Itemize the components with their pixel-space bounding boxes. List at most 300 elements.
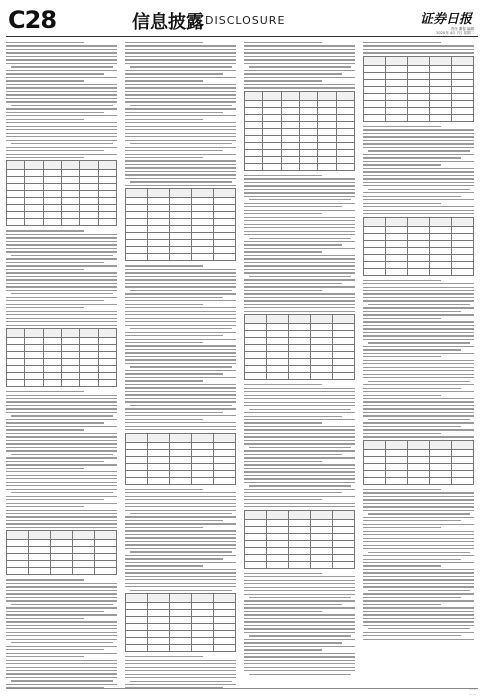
- table-cell: [148, 449, 170, 456]
- text-line: [6, 513, 117, 514]
- text-line: [11, 143, 113, 144]
- text-line: [249, 674, 351, 675]
- table-cell: [51, 540, 73, 547]
- table-cell: [430, 100, 452, 107]
- text-line: [125, 356, 236, 357]
- table-cell: [29, 547, 51, 554]
- text-line: [6, 405, 117, 406]
- table-row: [126, 240, 236, 247]
- text-line: [125, 150, 223, 151]
- text-line: [244, 178, 355, 179]
- table-cell: [386, 240, 408, 247]
- text-line: [363, 541, 474, 542]
- text-line: [11, 642, 113, 643]
- text-line: [244, 464, 355, 465]
- text-line: [11, 293, 113, 294]
- table-row: [7, 177, 117, 184]
- text-line: [125, 544, 236, 545]
- table-cell: [192, 603, 214, 610]
- table-cell: [299, 91, 317, 100]
- text-line: [125, 167, 236, 168]
- table-cell: [192, 470, 214, 477]
- table-cell: [386, 100, 408, 107]
- table-cell: [192, 442, 214, 449]
- table-cell: [408, 233, 430, 240]
- table-cell: [452, 79, 474, 86]
- table-cell: [452, 56, 474, 65]
- text-line: [125, 129, 236, 130]
- table-cell: [98, 170, 116, 177]
- table-cell: [7, 198, 25, 205]
- table-cell: [214, 212, 236, 219]
- table-cell: [98, 212, 116, 219]
- text-line: [244, 241, 355, 242]
- text-line: [125, 569, 236, 570]
- text-line: [244, 656, 355, 657]
- text-line: [244, 618, 355, 619]
- table-cell: [214, 624, 236, 631]
- text-line: [125, 279, 236, 280]
- table-cell: [7, 170, 25, 177]
- text-line: [130, 681, 232, 682]
- table-cell: [51, 561, 73, 568]
- text-line: [363, 429, 474, 430]
- text-line: [363, 415, 474, 416]
- table-cell: [126, 442, 148, 449]
- table-cell: [263, 100, 281, 107]
- table-cell: [430, 240, 452, 247]
- text-line: [363, 349, 461, 350]
- table-cell: [452, 477, 474, 484]
- text-line: [6, 429, 84, 430]
- text-line: [244, 286, 355, 287]
- table-cell: [7, 366, 25, 373]
- text-line: [125, 101, 236, 102]
- table-cell: [318, 142, 336, 149]
- table-row: [126, 212, 236, 219]
- table-row: [126, 254, 236, 261]
- text-line: [244, 182, 355, 183]
- table-cell: [430, 254, 452, 261]
- text-line: [363, 607, 474, 608]
- text-line: [11, 604, 113, 605]
- table-row: [364, 93, 474, 100]
- table-cell: [452, 217, 474, 226]
- table-cell: [311, 373, 333, 380]
- table-cell: [333, 547, 355, 554]
- table-cell: [7, 219, 25, 226]
- table-cell: [25, 380, 43, 387]
- table-cell: [25, 198, 43, 205]
- text-line: [6, 49, 117, 50]
- text-line: [244, 632, 355, 633]
- table-cell: [80, 366, 98, 373]
- text-line: [6, 234, 117, 235]
- table-row: [7, 373, 117, 380]
- text-line: [125, 185, 236, 186]
- text-line: [6, 311, 117, 312]
- text-line: [363, 388, 461, 389]
- table-cell: [386, 463, 408, 470]
- table-cell: [80, 219, 98, 226]
- text-line: [363, 565, 441, 566]
- text-line: [363, 583, 474, 584]
- table-cell: [311, 547, 333, 554]
- table-cell: [430, 107, 452, 114]
- table-cell: [29, 540, 51, 547]
- text-line: [130, 66, 232, 67]
- table-row: [245, 526, 355, 533]
- text-line: [6, 80, 84, 81]
- table-row: [245, 533, 355, 540]
- table-cell: [336, 128, 354, 135]
- text-line: [244, 255, 355, 256]
- text-line: [125, 523, 236, 524]
- table-cell: [170, 477, 192, 484]
- table-cell: [170, 631, 192, 638]
- table-cell: [364, 477, 386, 484]
- table-cell: [214, 240, 236, 247]
- text-line: [363, 314, 474, 315]
- table-cell: [452, 65, 474, 72]
- table-cell: [148, 594, 170, 603]
- table-cell: [452, 86, 474, 93]
- table-row: [364, 226, 474, 233]
- article-body: [6, 42, 478, 694]
- data-table: [244, 314, 355, 380]
- table-cell: [311, 540, 333, 547]
- table-cell: [311, 345, 333, 352]
- text-line: [6, 660, 117, 661]
- table-cell: [7, 373, 25, 380]
- text-line: [244, 625, 355, 626]
- table-cell: [364, 240, 386, 247]
- table-row: [126, 433, 236, 442]
- table-cell: [430, 93, 452, 100]
- table-cell: [170, 233, 192, 240]
- text-line: [363, 517, 474, 518]
- table-cell: [73, 540, 95, 547]
- text-line: [130, 181, 232, 182]
- text-line: [363, 363, 474, 364]
- text-line: [6, 262, 104, 263]
- text-line: [6, 593, 117, 594]
- table-cell: [333, 510, 355, 519]
- table-cell: [245, 156, 263, 163]
- text-line: [363, 524, 474, 525]
- table-row: [245, 128, 355, 135]
- page-header: [0, 0, 484, 40]
- text-line: [363, 412, 474, 413]
- text-line: [363, 182, 474, 183]
- text-line: [125, 412, 223, 413]
- text-line: [368, 513, 470, 514]
- table-cell: [25, 366, 43, 373]
- table-row: [126, 226, 236, 233]
- text-line: [363, 391, 474, 392]
- table-cell: [245, 373, 267, 380]
- text-line: [125, 140, 236, 141]
- text-line: [125, 157, 203, 158]
- text-line: [6, 115, 117, 116]
- table-cell: [214, 470, 236, 477]
- text-line: [6, 251, 117, 252]
- text-line: [125, 380, 203, 381]
- table-cell: [98, 373, 116, 380]
- table-cell: [148, 624, 170, 631]
- text-line: [6, 614, 117, 615]
- table-cell: [61, 359, 79, 366]
- table-cell: [336, 163, 354, 170]
- table-cell: [430, 65, 452, 72]
- text-line: [6, 133, 117, 134]
- text-line: [363, 405, 474, 406]
- table-cell: [80, 329, 98, 338]
- table-cell: [333, 331, 355, 338]
- table-cell: [289, 373, 311, 380]
- table-cell: [452, 470, 474, 477]
- text-line: [363, 210, 474, 211]
- table-cell: [148, 205, 170, 212]
- text-line: [125, 91, 236, 92]
- table-cell: [408, 72, 430, 79]
- table-cell: [318, 100, 336, 107]
- text-line: [125, 45, 236, 46]
- table-cell: [408, 449, 430, 456]
- text-line: [6, 283, 117, 284]
- table-cell: [148, 477, 170, 484]
- text-line: [6, 265, 117, 266]
- table-row: [7, 531, 117, 540]
- text-line: [244, 258, 355, 259]
- text-line: [125, 311, 236, 312]
- text-line: [363, 639, 474, 640]
- table-cell: [311, 359, 333, 366]
- table-cell: [386, 72, 408, 79]
- table-cell: [245, 114, 263, 121]
- table-cell: [214, 631, 236, 638]
- text-line: [6, 475, 117, 476]
- table-cell: [98, 219, 116, 226]
- text-line: [130, 290, 232, 291]
- text-line: [6, 440, 117, 441]
- text-line: [130, 590, 232, 591]
- text-line: [125, 56, 236, 57]
- text-line: [363, 632, 474, 633]
- text-line: [125, 565, 203, 566]
- table-cell: [7, 212, 25, 219]
- text-line: [6, 468, 84, 469]
- table-cell: [386, 254, 408, 261]
- text-line: [125, 394, 236, 395]
- table-row: [126, 198, 236, 205]
- text-line: [125, 265, 203, 266]
- text-line: [363, 398, 474, 399]
- text-line: [363, 192, 474, 193]
- text-line: [125, 586, 236, 587]
- table-cell: [126, 624, 148, 631]
- table-cell: [80, 184, 98, 191]
- table-cell: [452, 100, 474, 107]
- table-cell: [25, 170, 43, 177]
- table-cell: [43, 170, 61, 177]
- table-cell: [386, 261, 408, 268]
- table-cell: [214, 617, 236, 624]
- table-cell: [364, 268, 386, 275]
- table-cell: [25, 212, 43, 219]
- text-line: [244, 426, 355, 427]
- text-line: [363, 129, 474, 130]
- table-row: [7, 352, 117, 359]
- table-cell: [408, 477, 430, 484]
- table-cell: [214, 189, 236, 198]
- text-line: [244, 290, 322, 291]
- text-line: [244, 471, 355, 472]
- table-cell: [364, 440, 386, 449]
- table-cell: [148, 463, 170, 470]
- table-cell: [364, 86, 386, 93]
- table-row: [126, 463, 236, 470]
- table-cell: [148, 254, 170, 261]
- table-cell: [29, 531, 51, 540]
- table-cell: [7, 540, 29, 547]
- text-line: [6, 241, 117, 242]
- table-row: [364, 240, 474, 247]
- table-cell: [267, 561, 289, 568]
- table-cell: [299, 107, 317, 114]
- text-line: [363, 42, 441, 43]
- text-line: [244, 429, 355, 430]
- table-cell: [263, 135, 281, 142]
- table-cell: [452, 440, 474, 449]
- table-cell: [386, 56, 408, 65]
- table-cell: [245, 128, 263, 135]
- table-cell: [311, 352, 333, 359]
- text-line: [125, 492, 236, 493]
- table-row: [245, 345, 355, 352]
- text-line: [125, 352, 236, 353]
- text-line: [363, 206, 474, 207]
- table-cell: [318, 128, 336, 135]
- table-cell: [43, 366, 61, 373]
- table-cell: [43, 219, 61, 226]
- table-row: [245, 554, 355, 561]
- text-line: [6, 639, 117, 640]
- table-row: [364, 477, 474, 484]
- table-cell: [289, 338, 311, 345]
- table-row: [126, 219, 236, 226]
- table-cell: [98, 329, 116, 338]
- text-line: [363, 45, 474, 46]
- table-cell: [98, 191, 116, 198]
- table-cell: [267, 345, 289, 352]
- table-row: [245, 107, 355, 114]
- table-cell: [311, 519, 333, 526]
- text-line: [244, 492, 342, 493]
- text-line: [6, 147, 117, 148]
- text-line: [244, 59, 355, 60]
- table-cell: [98, 366, 116, 373]
- text-line: [244, 416, 342, 417]
- table-cell: [311, 561, 333, 568]
- text-line: [363, 576, 474, 577]
- text-line: [125, 674, 236, 675]
- text-line: [6, 653, 117, 654]
- table-cell: [192, 645, 214, 652]
- text-line: [125, 534, 236, 535]
- table-cell: [267, 510, 289, 519]
- table-cell: [267, 338, 289, 345]
- table-cell: [289, 510, 311, 519]
- table-cell: [245, 359, 267, 366]
- text-line: [125, 325, 236, 326]
- text-line: [363, 600, 474, 601]
- table-cell: [267, 519, 289, 526]
- table-cell: [192, 610, 214, 617]
- table-cell: [289, 561, 311, 568]
- text-line: [244, 45, 355, 46]
- text-line: [125, 94, 236, 95]
- table-cell: [408, 107, 430, 114]
- table-cell: [170, 212, 192, 219]
- text-line: [363, 168, 474, 169]
- text-line: [125, 154, 236, 155]
- text-line: [244, 77, 355, 78]
- text-line: [244, 478, 355, 479]
- text-line: [125, 527, 203, 528]
- text-line: [244, 642, 342, 643]
- table-cell: [386, 233, 408, 240]
- text-line: [244, 234, 355, 235]
- table-row: [7, 161, 117, 170]
- text-line: [125, 160, 236, 161]
- text-line: [11, 492, 113, 493]
- table-cell: [364, 217, 386, 226]
- table-cell: [126, 205, 148, 212]
- data-table: [244, 91, 355, 171]
- table-row: [364, 440, 474, 449]
- table-cell: [25, 184, 43, 191]
- text-line: [6, 667, 117, 668]
- text-line: [125, 286, 236, 287]
- text-line: [249, 447, 351, 448]
- text-line: [363, 538, 474, 539]
- table-cell: [267, 526, 289, 533]
- text-line: [6, 140, 117, 141]
- text-line: [6, 677, 117, 678]
- text-line: [244, 436, 355, 437]
- text-line: [125, 537, 236, 538]
- table-cell: [43, 212, 61, 219]
- text-line: [244, 475, 355, 476]
- text-line: [6, 632, 117, 633]
- text-line: [244, 594, 355, 595]
- table-cell: [170, 610, 192, 617]
- table-cell: [318, 91, 336, 100]
- text-line: [6, 520, 117, 521]
- text-line: [368, 304, 470, 305]
- text-line: [363, 203, 441, 204]
- text-line: [6, 516, 117, 517]
- table-row: [364, 79, 474, 86]
- text-line: [363, 621, 474, 622]
- table-cell: [263, 114, 281, 121]
- text-line: [363, 360, 474, 361]
- table-cell: [263, 156, 281, 163]
- text-line: [363, 422, 474, 423]
- table-cell: [333, 526, 355, 533]
- text-line: [244, 300, 355, 301]
